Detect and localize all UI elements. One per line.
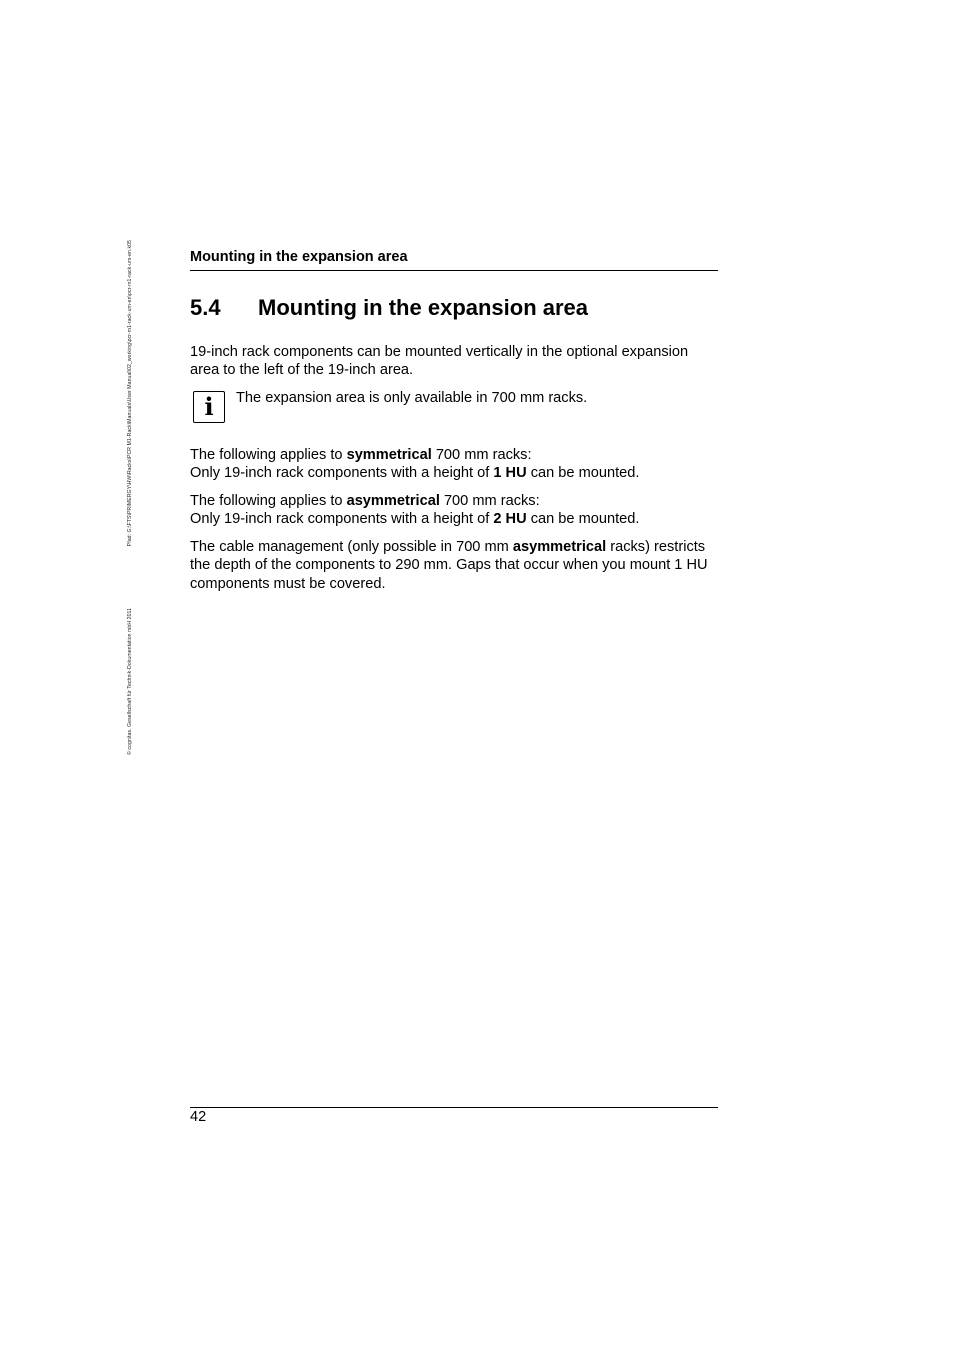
section-heading [190,295,588,321]
text-run: can be mounted. [526,511,640,528]
symmetrical-paragraph [190,446,720,483]
margin-document-path [123,240,137,755]
emphasis-2hu: 2 HU [493,511,527,528]
text-run: Only 19-inch rack components with a height of [190,511,494,528]
info-note-text: The expansion area is only available in 700 mm racks. [236,390,588,406]
footer-rule [190,1107,718,1108]
emphasis-asymmetrical: asymmetrical [346,493,440,509]
info-icon: i [193,391,225,423]
section-title: Mounting in the expansion area [258,295,589,320]
copyright-note: © cognitas. Gesellschaft für Technik-Dokumentation mbH 2011 [127,608,133,755]
text-run: 700 mm racks: [431,447,532,463]
text-run: The following applies to [190,447,347,463]
cable-management-paragraph [190,538,720,593]
intro-paragraph: 19-inch rack components can be mounted vertically in the optional expansion area to the left of the 19-inch area. [190,344,689,379]
page-number: 42 [190,1109,207,1125]
emphasis-symmetrical: symmetrical [346,447,432,463]
file-path-note: Pfad: G:\FTS\PRIMERGY\HW\Racks\PCR M1-Rack\Manuals\User Manual\02_working\pcr-m1-rack-um-en\pcr-m1-rack-um-en.k05 [127,240,133,547]
header-rule [190,270,718,271]
section-number: 5.4 [190,295,221,320]
emphasis-asymmetrical: asymmetrical [512,539,607,555]
running-header: Mounting in the expansion area [190,249,408,265]
text-run: 700 mm racks: [439,493,540,509]
text-run: The following applies to [190,493,347,509]
text-run: Only 19-inch rack components with a height of [190,465,494,482]
text-run: racks) restricts the depth of the components to 290 mm. Gaps that occur when you mount 1 HU components must be covered. [190,539,708,592]
text-run: The cable management (only possible in 700 mm [190,539,513,555]
asymmetrical-paragraph [190,492,720,529]
emphasis-1hu: 1 HU [493,465,527,482]
text-run: can be mounted. [526,465,640,482]
